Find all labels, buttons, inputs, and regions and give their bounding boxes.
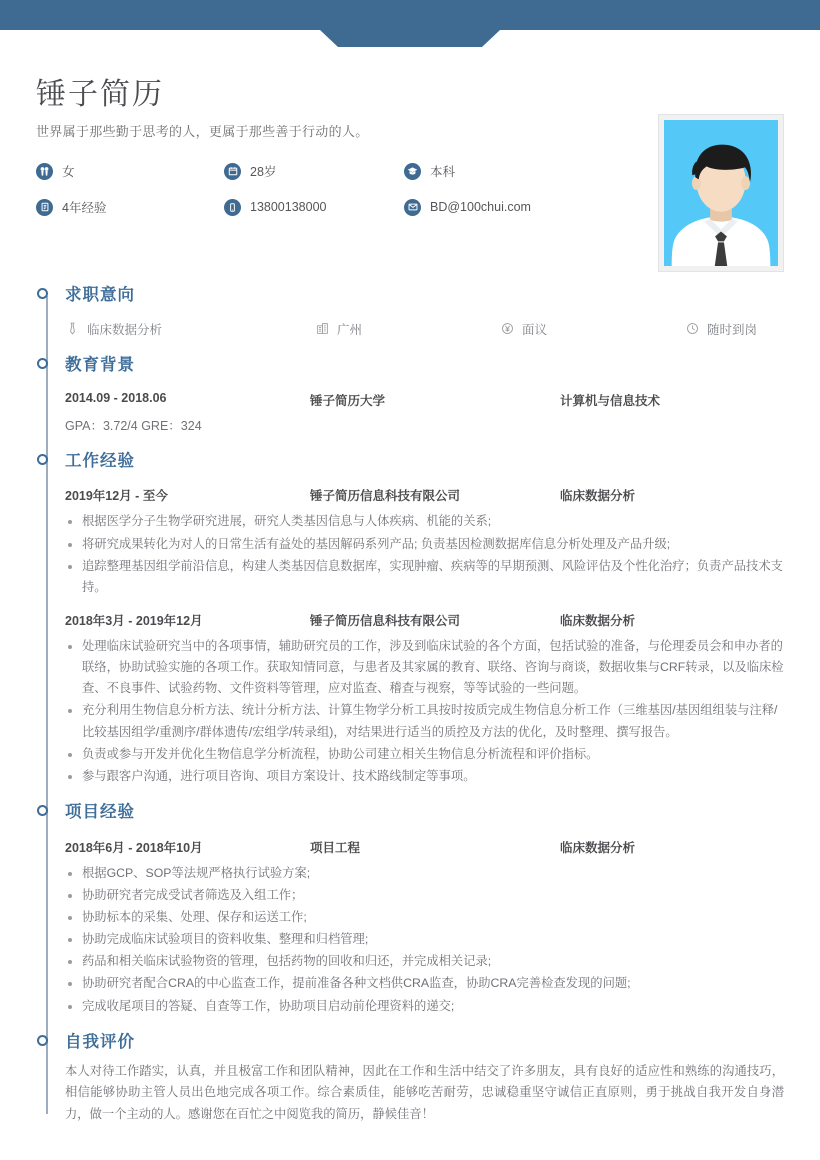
list-item: 参与跟客户沟通，进行项目咨询、项目方案设计、技术路线制定等事项。 (65, 766, 784, 787)
education-entry (65, 384, 784, 438)
education-scores: GPA：3.72/4 GRE：324 (65, 418, 202, 433)
tie-icon (65, 322, 79, 336)
entry-org: 锤子简历信息科技有限公司 (310, 489, 461, 504)
intent-label-salary: 面议 (522, 322, 548, 337)
info-label-gender: 女 (62, 165, 75, 179)
section-title-text: 自我评价 (65, 1032, 135, 1051)
entry-header (65, 384, 784, 414)
info-item-experience (36, 198, 224, 216)
list-item: 药品和相关临床试验物资的管理，包括药物的回收和归还，并完成相关记录; (65, 951, 784, 972)
list-item: 协助标本的采集、处理、保存和运送工作; (65, 907, 784, 928)
section-title-text: 工作经验 (65, 451, 135, 470)
resume-header (36, 30, 784, 268)
clock-icon (685, 322, 699, 336)
entry-header (65, 604, 784, 634)
info-item-education (404, 162, 606, 180)
avatar-person-icon (664, 120, 778, 266)
list-item: 追踪整理基因组学前沿信息，构建人类基因信息数据库，实现肿瘤、疾病等的早期预测、风险评估及个性化治疗；负责产品技术支持。 (65, 556, 784, 598)
job-intention-row (65, 314, 784, 342)
entry-period: 2018年6月 - 2018年10月 (65, 840, 203, 855)
section-title-project-experience (65, 803, 784, 823)
section-education (65, 356, 784, 438)
info-label-education: 本科 (430, 165, 456, 179)
entry-period: 2018年3月 - 2019年12月 (65, 613, 203, 628)
spacer (65, 346, 784, 356)
list-item: 充分利用生物信息分析方法、统计分析方法、计算生物学分析工具按时按质完成生物信息分析工作（三维基因/基因组组装与注释/比较基因组学/重测序/群体遗传/宏组学/转录组)，对结果进行适当的质控及方法的优化，及时整理、撰写报告。 (65, 700, 784, 742)
list-item: 完成收尾项目的答疑、自查等工作，协助项目启动前伦理资料的递交; (65, 996, 784, 1017)
list-item: 将研究成果转化为对人的日常生活有益处的基因解码系列产品; 负责基因检测数据库信息分析处理及产品升级; (65, 534, 784, 555)
section-title-education (65, 356, 784, 376)
entry-org: 锤子简历信息科技有限公司 (310, 613, 461, 628)
info-item-phone (224, 198, 404, 216)
spacer (65, 793, 784, 803)
entry-role: 临床数据分析 (560, 613, 636, 628)
info-label-experience: 4年经验 (62, 201, 107, 215)
section-job-intention (65, 286, 784, 342)
resume-page (0, 30, 820, 1126)
intent-label-position: 临床数据分析 (87, 322, 163, 337)
work-entry (65, 604, 784, 787)
self-evaluation-text: 本人对待工作踏实，认真，并且极富工作和团队精神，因此在工作和生活中结交了许多朋友，具有良好的适应性和熟练的沟通技巧，相信能够协助主管人员出色地完成各项工作。综合素质佳，能够吃苦耐劳，忠诚稳重坚守诚信正直原则，勇于挑战自我开发自身潜力，做一个主动的人。感谢您在百忙之中阅览我的简历，静候佳音！ (65, 1063, 784, 1122)
entry-period: 2014.09 - 2018.06 (65, 390, 167, 405)
entry-org: 项目工程 (310, 840, 361, 855)
avatar (658, 114, 784, 272)
envelope-icon (404, 199, 421, 216)
calendar-icon (224, 163, 241, 180)
section-title-text: 教育背景 (65, 355, 135, 374)
section-title-self-evaluation (65, 1033, 784, 1053)
contact-info-grid (36, 162, 606, 216)
building-icon (315, 322, 329, 336)
list-item: 协助完成临床试验项目的资料收集、整理和归档管理; (65, 929, 784, 950)
info-item-gender (36, 162, 224, 180)
section-self-evaluation (65, 1033, 784, 1126)
intent-item-salary (500, 320, 685, 338)
intent-item-position (65, 320, 315, 338)
section-title-work-experience (65, 452, 784, 472)
top-banner (0, 0, 820, 30)
page-title: 锤子简历 (36, 78, 164, 111)
intent-item-city (315, 320, 500, 338)
entry-period: 2019年12月 - 至今 (65, 489, 168, 504)
section-title-text: 求职意向 (65, 286, 135, 304)
timeline-dot-icon (37, 358, 48, 369)
info-label-phone: 13800138000 (250, 200, 327, 214)
entry-role: 临床数据分析 (560, 489, 636, 504)
phone-icon (224, 199, 241, 216)
section-work-experience (65, 452, 784, 787)
entry-role: 临床数据分析 (560, 840, 636, 855)
list-item: 协助研究者完成受试者筛选及入组工作； (65, 885, 784, 906)
avatar-illustration (664, 120, 778, 266)
timeline-dot-icon (37, 288, 48, 299)
list-item: 负责或参与开发并优化生物信息学分析流程，协助公司建立相关生物信息分析流程和评价指标。 (65, 744, 784, 765)
work-bullets (65, 511, 784, 598)
project-entry (65, 831, 784, 1017)
info-item-email (404, 198, 606, 216)
spacer (65, 442, 784, 452)
list-item: 根据GCP、SOP等法规严格执行试验方案; (65, 863, 784, 884)
gender-icon (36, 163, 53, 180)
section-title-text: 项目经验 (65, 802, 135, 821)
info-label-age: 28岁 (250, 165, 277, 179)
project-bullets (65, 863, 784, 1017)
entry-role: 计算机与信息技术 (560, 393, 661, 408)
graduation-cap-icon (404, 163, 421, 180)
clipboard-icon (36, 199, 53, 216)
intent-label-availability: 随时到岗 (707, 322, 758, 337)
entry-header (65, 479, 784, 509)
work-entry (65, 479, 784, 598)
entry-header (65, 831, 784, 861)
section-title-job-intention (65, 286, 784, 306)
timeline-dot-icon (37, 805, 48, 816)
info-label-email: BD@100chui.com (430, 200, 531, 214)
timeline-dot-icon (37, 454, 48, 465)
timeline-dot-icon (37, 1035, 48, 1046)
yen-icon (500, 322, 514, 336)
section-project-experience (65, 803, 784, 1017)
list-item: 处理临床试验研究当中的各项事情，辅助研究员的工作，涉及到临床试验的各个方面，包括试验的准备，与伦理委员会和申办者的联络，协助试验实施的各项工作。获取知情同意，与患者及其家属的教育、联络、咨询与商谈，数据收集与CRF转录，以及临床检查、不良事件、试验药物、文件资料等管理，应对监查、稽查与视察，等等试验的一些问题。 (65, 636, 784, 699)
work-bullets (65, 636, 784, 787)
list-item: 协助研究者配合CRA的中心监查工作，提前准备各种文档供CRA监查，协助CRA完善检查发现的问题; (65, 973, 784, 994)
entry-org: 锤子简历大学 (310, 393, 386, 408)
intent-item-availability (685, 320, 784, 338)
list-item: 根据医学分子生物学研究进展，研究人类基因信息与人体疾病、机能的关系; (65, 511, 784, 532)
spacer (65, 1023, 784, 1033)
intent-label-city: 广州 (337, 322, 363, 337)
resume-timeline (36, 286, 784, 1126)
info-item-age (224, 162, 404, 180)
tagline: 世界属于那些勤于思考的人，更属于那些善于行动的人。 (36, 124, 369, 139)
